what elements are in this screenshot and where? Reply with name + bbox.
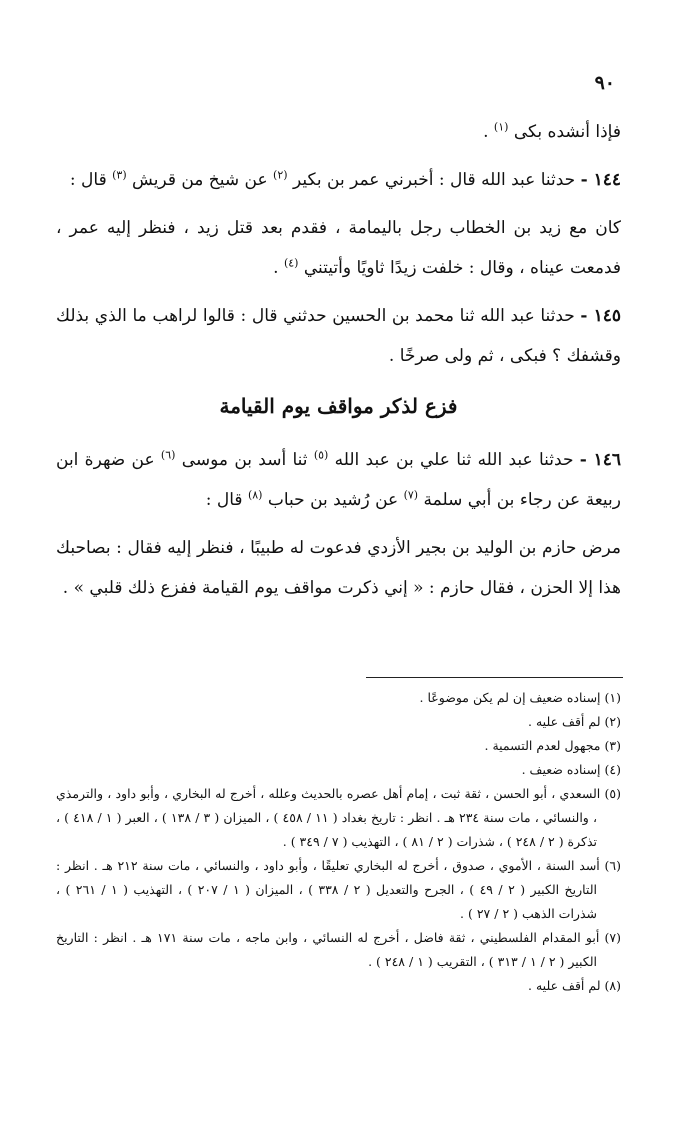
footnote-3: [56, 734, 621, 758]
paragraph-1-period: .: [483, 122, 489, 142]
footnote-separator: [366, 677, 623, 678]
paragraph-146-part-c: عن ضهرة ابن ربيعة عن رجاء بن أبي سلمة: [56, 450, 621, 510]
footnote-text: أسد السنة ، الأموي ، صدوق ، أخرج له البخاري تعليقًا ، وأبو داود ، والنسائي ، مات سنة ٢١٢ هـ . انظر : التاريخ الكبير ( ٢ / ٤٩ ) ، الجرح والتعديل ( ٢ / ٣٣٨ ) ، الميزان ( ١ / ٢٠٧ ) ، التهذيب ( ١ / ٢٦١ ) ، شذرات الذهب ( ٢ / ٢٧ ) .: [56, 858, 600, 921]
hadith-number-146: ١٤٦ -: [579, 450, 622, 470]
footnote-2: [56, 710, 621, 734]
paragraph-146-body-text: مرض حازم بن الوليد بن بجير الأزدي فدعوت له طبيبًا ، فنظر إليه فقال : بصاحبك هذا إلا الحزن ، فقال حازم : « إني ذكرت مواقف يوم القيامة ففزع ذلك قلبي » .: [56, 538, 621, 598]
footnote-ref-8: (٨): [247, 488, 263, 502]
paragraph-1-text: فإذا أنشده بكى: [513, 122, 621, 142]
footnote-text: إسناده ضعيف إن لم يكن موضوعًا .: [419, 690, 601, 705]
footnote-label: (٥): [604, 786, 621, 801]
paragraph-1: [56, 112, 621, 152]
footnote-6: [56, 854, 621, 926]
paragraph-146: [56, 440, 621, 520]
footnote-ref-3: (٣): [112, 168, 127, 182]
page-number: ٩٠: [594, 72, 615, 94]
paragraph-144-part-c: قال :: [69, 170, 107, 190]
footnote-ref-7: (٧): [403, 488, 419, 502]
footnote-label: (٤): [604, 762, 621, 777]
paragraph-146-part-d: عن رُشيد بن حباب: [267, 490, 399, 510]
section-heading: فزع لذكر مواقف يوم القيامة: [219, 394, 458, 418]
footnote-text: لم أقف عليه .: [528, 714, 601, 729]
footnote-ref-1: (١): [493, 120, 509, 134]
paragraph-144: [56, 160, 621, 200]
footnote-label: (٧): [604, 930, 621, 945]
paragraph-144-part-a: حدثنا عبد الله قال : أخبرني عمر بن بكير: [292, 170, 576, 190]
footnote-label: (٦): [604, 858, 622, 873]
footnote-label: (٨): [604, 978, 621, 993]
paragraph-144-part-b: عن شيخ من قريش: [132, 170, 268, 190]
hadith-number-144: ١٤٤ -: [580, 170, 621, 190]
footnote-1: [56, 686, 621, 710]
footnote-text: أبو المقدام الفلسطيني ، ثقة فاضل ، أخرج له النسائي ، وابن ماجه ، مات سنة ١٧١ هـ . انظر : التاريخ الكبير ( ٢ / ١ / ٣١٣ ) ، التقريب ( ١ / ٢٤٨ ) .: [56, 930, 600, 969]
footnote-5: [56, 782, 621, 854]
footnote-label: (٢): [604, 714, 621, 729]
footnote-7: [56, 926, 621, 974]
paragraph-145: [56, 296, 621, 376]
footnote-ref-5: (٥): [313, 448, 329, 462]
paragraph-144-body-text: كان مع زيد بن الخطاب رجل باليمامة ، فقدم بعد قتل زيد ، فنظر إليه عمر ، فدمعت عيناه ، وقال : خلفت زيدًا ثاويًا وأتيتني: [56, 218, 621, 278]
footnote-label: (١): [604, 690, 621, 705]
paragraph-144-body: [56, 208, 621, 288]
footnote-ref-2: (٢): [273, 168, 288, 182]
footnotes: [56, 686, 621, 998]
footnote-ref-4: (٤): [283, 256, 299, 270]
hadith-number-145: ١٤٥ -: [580, 306, 621, 326]
paragraph-146-part-b: ثنا أسد بن موسى: [181, 450, 308, 470]
footnote-label: (٣): [604, 738, 621, 753]
paragraph-145-text: حدثنا عبد الله ثنا محمد بن الحسين حدثني قال : قالوا لراهب ما الذي بذلك وقشفك ؟ فبكى ، ثم ولى صرخًا .: [56, 306, 621, 366]
paragraph-144-body-end: .: [273, 258, 279, 278]
paragraph-146-part-e: قال :: [205, 490, 243, 510]
paragraph-146-part-a: حدثنا عبد الله ثنا علي بن عبد الله: [334, 450, 574, 470]
footnote-text: لم أقف عليه .: [528, 978, 601, 993]
footnote-4: [56, 758, 621, 782]
footnote-text: مجهول لعدم التسمية .: [484, 738, 601, 753]
footnote-text: السعدي ، أبو الحسن ، ثقة ثبت ، إمام أهل عصره بالحديث وعلله ، أخرج له البخاري ، وأبو داود ، والترمذي ، والنسائي ، مات سنة ٢٣٤ هـ . انظر : تاريخ بغداد ( ١١ / ٤٥٨ ) ، الميزان ( ٣ / ١٣٨ ) ، العبر ( ١ / ٤١٨ ) ، تذكرة ( ٢ / ٢٤٨ ) ، شذرات ( ٢ / ٨١ ) ، التهذيب ( ٧ / ٣٤٩ ) .: [56, 786, 601, 849]
footnote-ref-6: (٦): [160, 448, 176, 462]
footnote-8: [56, 974, 621, 998]
paragraph-146-body: [56, 528, 621, 608]
main-text: [56, 112, 621, 616]
footnote-text: إسناده ضعيف .: [521, 762, 601, 777]
